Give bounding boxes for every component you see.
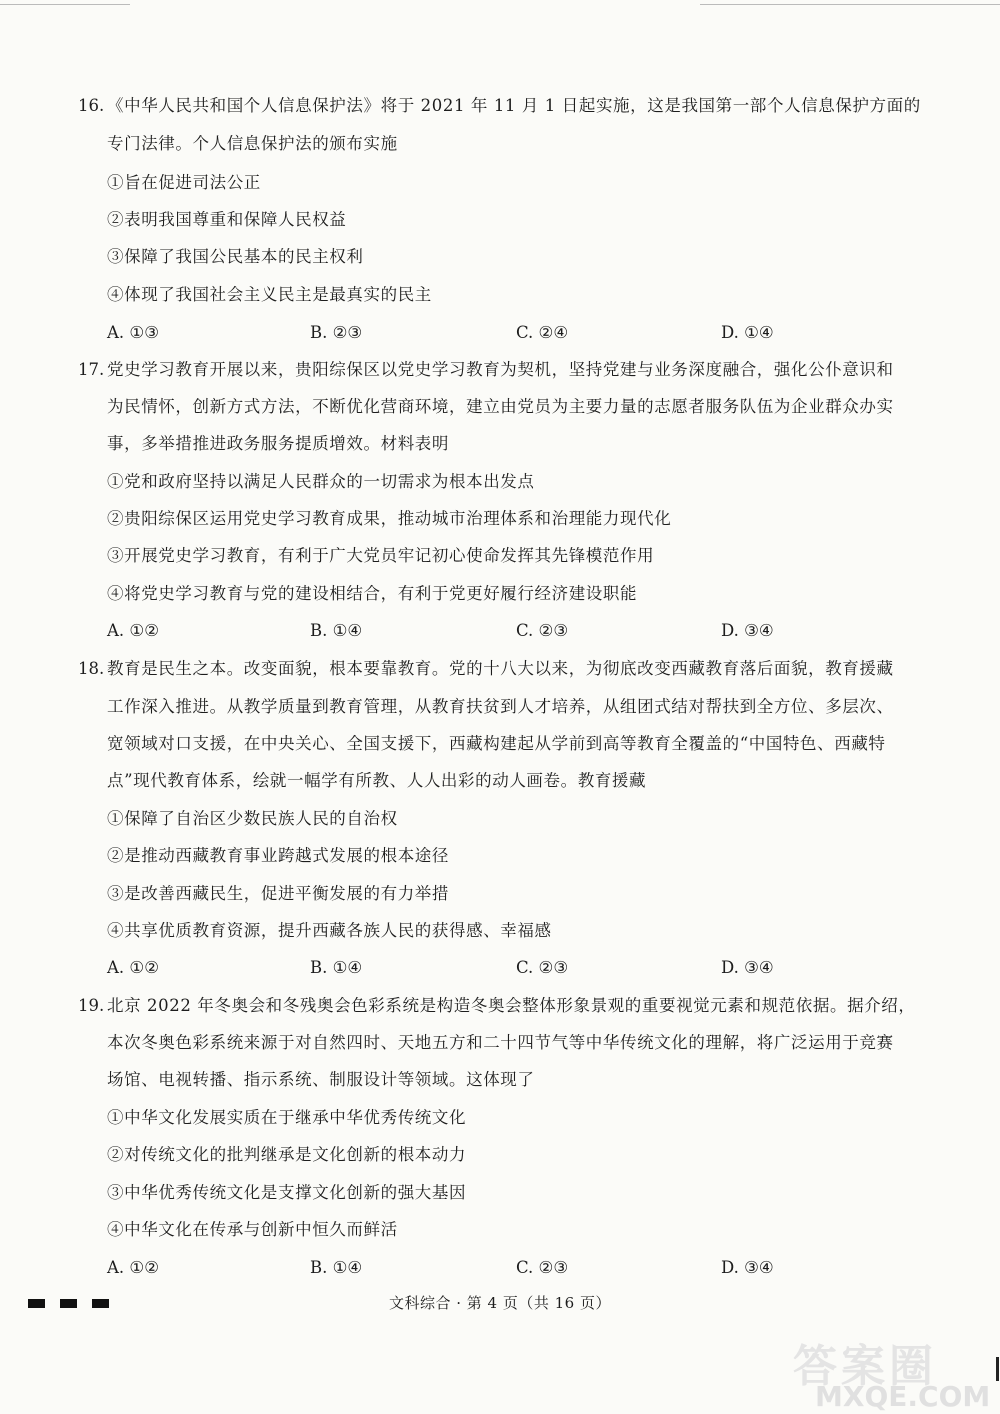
- edge-marker: [996, 1357, 999, 1381]
- option-c: C. ②③: [516, 958, 569, 977]
- question-stem-line: 为民情怀，创新方式方法，不断优化营商环境，建立由党员为主要力量的志愿者服务队伍为企业群众办实: [107, 397, 894, 416]
- option-d: D. ①④: [721, 323, 774, 342]
- option-a: A. ①③: [107, 323, 159, 342]
- statement-3: ③保障了我国公民基本的民主权利: [107, 247, 364, 266]
- question-stem-line: 点”现代教育体系，绘就一幅学有所教、人人出彩的动人画卷。教育援藏: [107, 771, 647, 790]
- statement-4: ④体现了我国社会主义民主是最真实的民主: [107, 285, 432, 304]
- option-a: A. ①②: [107, 621, 159, 640]
- statement-1: ①党和政府坚持以满足人民群众的一切需求为根本出发点: [107, 472, 535, 491]
- question-number: 18.: [78, 659, 105, 678]
- option-c: C. ②③: [516, 621, 569, 640]
- statement-4: ④中华文化在传承与创新中恒久而鲜活: [107, 1220, 398, 1239]
- statement-2: ②贵阳综保区运用党史学习教育成果，推动城市治理体系和治理能力现代化: [107, 509, 672, 528]
- question-stem-line: 《中华人民共和国个人信息保护法》将于 2021 年 11 月 1 日起实施，这是我国第一部个人信息保护方面的: [107, 96, 921, 115]
- question-stem-line: 党史学习教育开展以来，贵阳综保区以党史学习教育为契机，坚持党建与业务深度融合，强化公仆意识和: [107, 360, 894, 379]
- question-stem-line: 北京 2022 年冬奥会和冬残奥会色彩系统是构造冬奥会整体形象景观的重要视觉元素和规范依据。据介绍，: [107, 996, 916, 1015]
- watermark-logo: [793, 1330, 1000, 1414]
- option-d: D. ③④: [721, 621, 774, 640]
- question-number: 19.: [78, 996, 105, 1015]
- question-number: 16.: [78, 96, 105, 115]
- watermark-site: MXQE.COM: [815, 1380, 991, 1413]
- statement-2: ②是推动西藏教育事业跨越式发展的根本途径: [107, 846, 449, 865]
- option-b: B. ①④: [310, 1258, 363, 1277]
- statement-1: ①旨在促进司法公正: [107, 173, 261, 192]
- option-b: B. ②③: [310, 323, 363, 342]
- question-stem-line: 场馆、电视转播、指示系统、制服设计等领域。这体现了: [107, 1070, 535, 1089]
- page-footer: 文科综合 · 第 4 页（共 16 页）: [388, 1294, 611, 1312]
- option-a: A. ①②: [107, 958, 159, 977]
- statement-4: ④共享优质教育资源，提升西藏各族人民的获得感、幸福感: [107, 921, 552, 940]
- option-c: C. ②③: [516, 1258, 569, 1277]
- statement-2: ②对传统文化的批判继承是文化创新的根本动力: [107, 1145, 467, 1164]
- question-stem-line: 宽领域对口支援，在中央关心、全国支援下，西藏构建起从学前到高等教育全覆盖的“中国特色、西藏特: [107, 734, 886, 753]
- option-a: A. ①②: [107, 1258, 159, 1277]
- statement-4: ④将党史学习教育与党的建设相结合，有利于党更好履行经济建设职能: [107, 584, 638, 603]
- statement-1: ①保障了自治区少数民族人民的自治权: [107, 809, 398, 828]
- question-stem-line: 专门法律。个人信息保护法的颁布实施: [107, 134, 398, 153]
- question-stem-line: 事，多举措推进政务服务提质增效。材料表明: [107, 434, 449, 453]
- question-stem-line: 工作深入推进。从教学质量到教育管理，从教育扶贫到人才培养，从组团式结对帮扶到全方位、多层次、: [107, 697, 894, 716]
- option-d: D. ③④: [721, 958, 774, 977]
- top-border-line: [0, 4, 1000, 10]
- watermark-text: 答案圈: [793, 1341, 937, 1392]
- statement-1: ①中华文化发展实质在于继承中华优秀传统文化: [107, 1108, 467, 1127]
- option-c: C. ②④: [516, 323, 569, 342]
- option-b: B. ①④: [310, 958, 363, 977]
- question-stem-line: 本次冬奥色彩系统来源于对自然四时、天地五方和二十四节气等中华传统文化的理解，将广泛运用于竞赛: [107, 1033, 894, 1052]
- option-b: B. ①④: [310, 621, 363, 640]
- statement-3: ③是改善西藏民生，促进平衡发展的有力举措: [107, 884, 449, 903]
- statement-3: ③中华优秀传统文化是支撑文化创新的强大基因: [107, 1183, 467, 1202]
- statement-3: ③开展党史学习教育，有利于广大党员牢记初心使命发挥其先锋模范作用: [107, 546, 655, 565]
- question-number: 17.: [78, 360, 105, 379]
- question-stem-line: 教育是民生之本。改变面貌，根本要靠教育。党的十八大以来，为彻底改变西藏教育落后面貌，教育援藏: [107, 659, 894, 678]
- statement-2: ②表明我国尊重和保障人民权益: [107, 210, 347, 229]
- option-d: D. ③④: [721, 1258, 774, 1277]
